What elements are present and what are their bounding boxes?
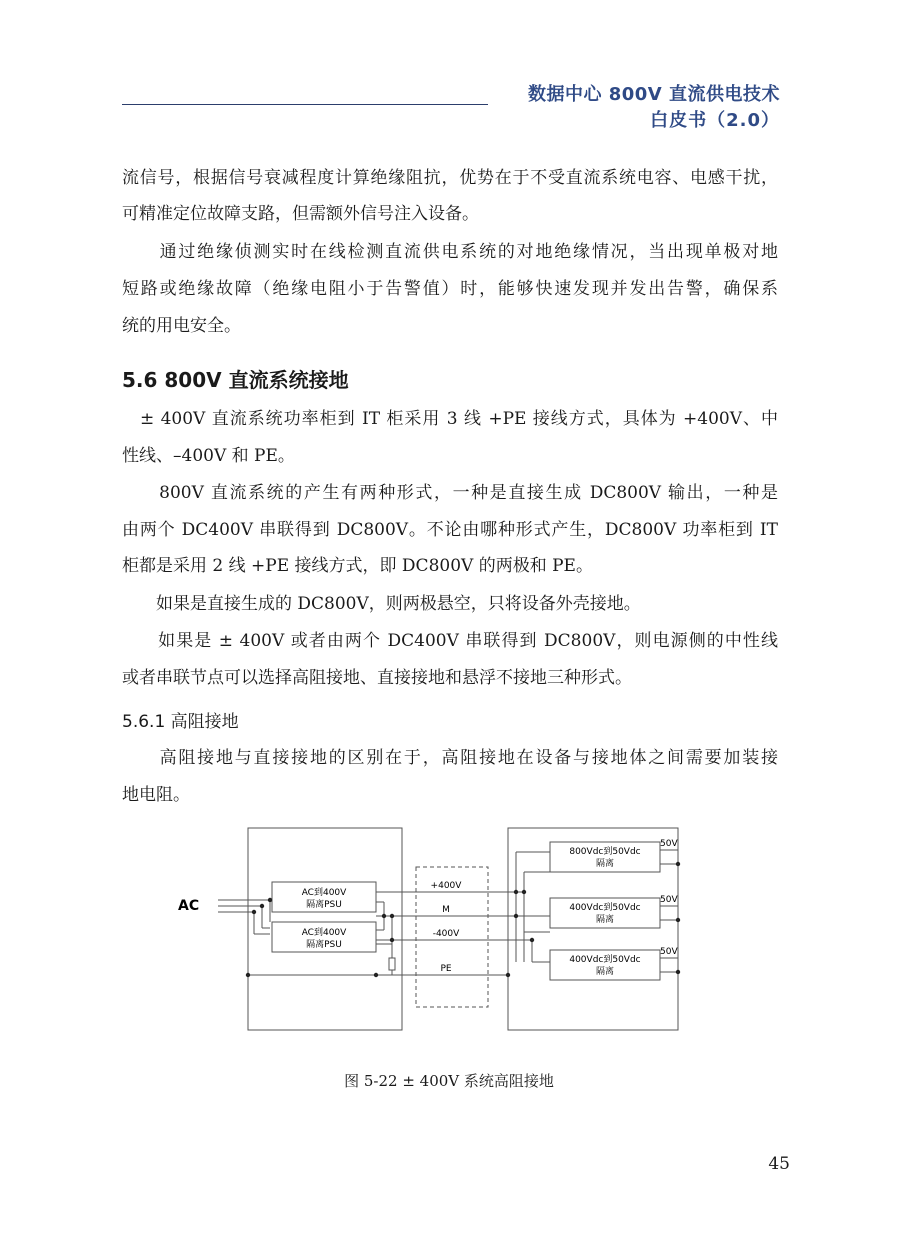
- output-label: 50V: [660, 947, 678, 957]
- paragraph-line: 统的用电安全。: [122, 316, 241, 336]
- section-heading: 5.6 800V 直流系统接地: [122, 368, 349, 392]
- paragraph-line: ± 400V 直流系统功率柜到 IT 柜采用 3 线 +PE 接线方式，具体为 +400V、中: [122, 409, 778, 429]
- bus-label: M: [442, 905, 450, 915]
- converter-2-label: 400Vdc到50Vdc: [569, 903, 641, 913]
- paragraph-line: 由两个 DC400V 串联得到 DC800V。不论由哪种形式产生，DC800V 功率柜到 IT: [122, 520, 778, 540]
- converter-2-sublabel: 隔离: [595, 915, 615, 925]
- paragraph-line: 或者串联节点可以选择高阻接地、直接接地和悬浮不接地三种形式。: [122, 668, 632, 688]
- ac-label: AC: [178, 898, 200, 914]
- paragraph-line: 800V 直流系统的产生有两种形式，一种是直接生成 DC800V 输出，一种是: [122, 483, 778, 503]
- paragraph-line: 通过绝缘侦测实时在线检测直流供电系统的对地绝缘情况，当出现单极对地: [122, 242, 778, 262]
- converter-1-label: 800Vdc到50Vdc: [569, 847, 641, 857]
- bus-label: -400V: [432, 929, 460, 939]
- bus-label: +400V: [430, 881, 462, 891]
- paragraph-line: 流信号，根据信号衰减程度计算绝缘阻抗，优势在于不受直流系统电容、电感干扰，: [122, 168, 778, 188]
- output-label: 50V: [660, 839, 678, 849]
- bus-label: PE: [440, 964, 452, 974]
- paragraph-line: 可精准定位故障支路，但需额外信号注入设备。: [122, 204, 479, 224]
- it-cabinet-frame: [508, 828, 678, 1030]
- paragraph-line: 柜都是采用 2 线 +PE 接线方式，即 DC800V 的两极和 PE。: [122, 556, 593, 576]
- output-label: 50V: [660, 895, 678, 905]
- header-title: 数据中心 800V 直流供电技术: [527, 84, 780, 105]
- subsection-heading: 5.6.1 高阻接地: [122, 712, 239, 732]
- paragraph-line: 地电阻。: [122, 785, 190, 805]
- psu-2-label: AC到400V: [301, 928, 347, 938]
- converter-3-label: 400Vdc到50Vdc: [569, 955, 641, 965]
- converter-1-sublabel: 隔离: [595, 859, 615, 869]
- psu-1-label: AC到400V: [301, 888, 347, 898]
- header-rule: [122, 104, 488, 105]
- page-number: 45: [768, 1154, 790, 1174]
- header-subtitle: 白皮书（2.0）: [650, 110, 780, 131]
- paragraph-line: 短路或绝缘故障（绝缘电阻小于告警值）时，能够快速发现并发出告警，确保系: [122, 279, 778, 299]
- grounding-resistor: [389, 958, 395, 970]
- converter-3-sublabel: 隔离: [595, 967, 615, 977]
- psu-2-sublabel: 隔离PSU: [306, 940, 342, 950]
- paragraph-line: 如果是直接生成的 DC800V，则两极悬空，只将设备外壳接地。: [122, 594, 641, 614]
- figure-caption: 图 5-22 ± 400V 系统高阻接地: [344, 1072, 554, 1090]
- paragraph-line: 如果是 ± 400V 或者由两个 DC400V 串联得到 DC800V，则电源侧的中性线: [122, 631, 778, 651]
- circuit-diagram: [170, 822, 690, 1036]
- psu-1-sublabel: 隔离PSU: [306, 900, 342, 910]
- paragraph-line: 性线、–400V 和 PE。: [122, 446, 295, 466]
- paragraph-line: 高阻接地与直接接地的区别在于，高阻接地在设备与接地体之间需要加装接: [122, 748, 778, 768]
- circuit-diagram-svg: [170, 822, 690, 1036]
